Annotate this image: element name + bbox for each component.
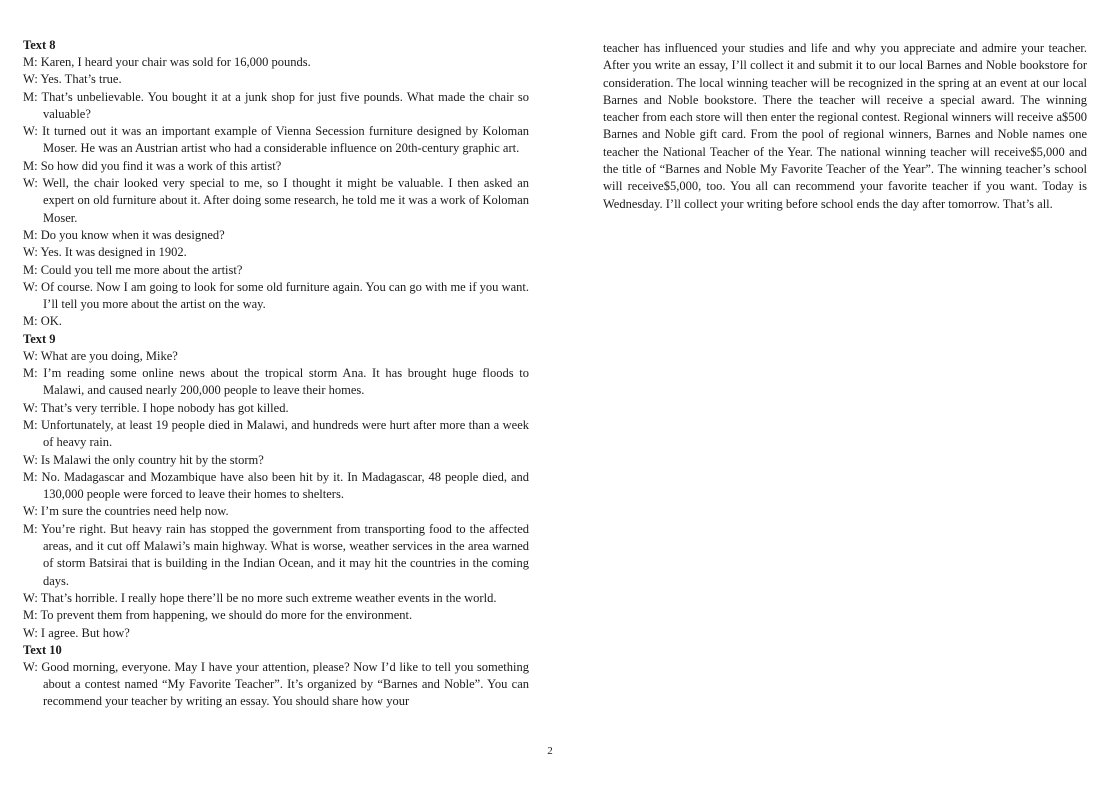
dialogue-line: W: Is Malawi the only country hit by the storm?	[23, 452, 264, 467]
dialogue-line: M: No. Madagascar and Mozambique have also been hit by it. In Madagascar, 48 people died, and 130,000 people were forced to leave their homes to shelters.	[23, 469, 529, 502]
dialogue-line: W: Well, the chair looked very special to me, so I thought it might be valuable. I then asked an expert on old furniture about it. After doing some research, he told me it was a work of Koloman Moser.	[23, 176, 529, 225]
dialogue-line: M: I’m reading some online news about the tropical storm Ana. It has brought huge floods to Malawi, and caused nearly 200,000 people to leave their homes.	[23, 366, 529, 398]
dialogue-line: W: That’s horrible. I really hope there’ll be no more such extreme weather events in the world.	[23, 590, 497, 605]
page-number: 2	[547, 745, 553, 757]
dialogue-line: M: Unfortunately, at least 19 people died in Malawi, and hundreds were hurt after more than a week of heavy rain.	[23, 417, 529, 450]
dialogue-line: W: Yes. That’s true.	[23, 72, 122, 87]
dialogue-line: M: Do you know when it was designed?	[23, 227, 225, 242]
dialogue-line: W: Yes. It was designed in 1902.	[23, 245, 187, 260]
dialogue-line: W: I agree. But how?	[23, 625, 130, 640]
dialogue-line: W: It turned out it was an important example of Vienna Secession furniture designed by Koloman Moser. He was an Austrian artist who had a considerable influence on 20th-century graphic art.	[23, 124, 529, 156]
dialogue-line: M: That’s unbelievable. You bought it at a junk shop for just five pounds. What made the chair so valuable?	[23, 89, 529, 121]
text-10-continuation: teacher has influenced your studies and life and why you appreciate and admire your teacher. After you write an essay, I’ll collect it and submit it to our local Barnes and Noble bookstore for consideration. The local winning teacher will be recognized in the spring at an event at our local Barnes and Noble bookstore. There the teacher will receive a special award. The winning teacher from each store will then enter the regional contest. Regional winners will receive a$500 Barnes and Noble gift card. From the pool of regional winners, Barnes and Noble names one teacher the National Teacher of the Year. The national winning teacher will receive$5,000 and the title of “Barnes and Noble My Favorite Teacher of the Year”. The winning teacher’s school will receive$5,000, too. You all can recommend your favorite teacher if you want. Today is Wednesday. I’ll collect your writing before school ends the day after tomorrow. That’s all.	[603, 41, 1087, 211]
dialogue-line: W: Good morning, everyone. May I have your attention, please? Now I’d like to tell you something about a contest named “My Favorite Teacher”. It’s organized by “Barnes and Noble”. You can recommend your teacher by writing an essay. You should share how your	[23, 659, 529, 709]
dialogue-line: W: That’s very terrible. I hope nobody has got killed.	[23, 400, 289, 415]
dialogue-line: M: So how did you find it was a work of this artist?	[23, 158, 282, 173]
dialogue-line: M: To prevent them from happening, we should do more for the environment.	[23, 608, 413, 623]
section-heading: Text 8	[23, 38, 56, 52]
dialogue-line: M: Could you tell me more about the artist?	[23, 262, 243, 277]
dialogue-line: M: Karen, I heard your chair was sold for 16,000 pounds.	[23, 55, 311, 69]
section-heading: Text 9	[23, 331, 56, 346]
dialogue-line: W: Of course. Now I am going to look for some old furniture again. You can go with me if you want. I’ll tell you more about the artist on the way.	[23, 279, 529, 312]
section-heading: Text 10	[23, 642, 62, 657]
right-column	[603, 40, 1087, 213]
dialogue-line: M: You’re right. But heavy rain has stopped the government from transporting food to the affected areas, and it cut off Malawi’s main highway. What is worse, weather services in the area warned of storm Batsirai that is building in the Indian Ocean, and it may hit the countries in the coming days.	[23, 521, 529, 588]
dialogue-line: M: OK.	[23, 314, 62, 329]
left-column	[23, 37, 529, 711]
dialogue-line: W: What are you doing, Mike?	[23, 348, 178, 363]
dialogue-line: W: I’m sure the countries need help now.	[23, 504, 229, 519]
